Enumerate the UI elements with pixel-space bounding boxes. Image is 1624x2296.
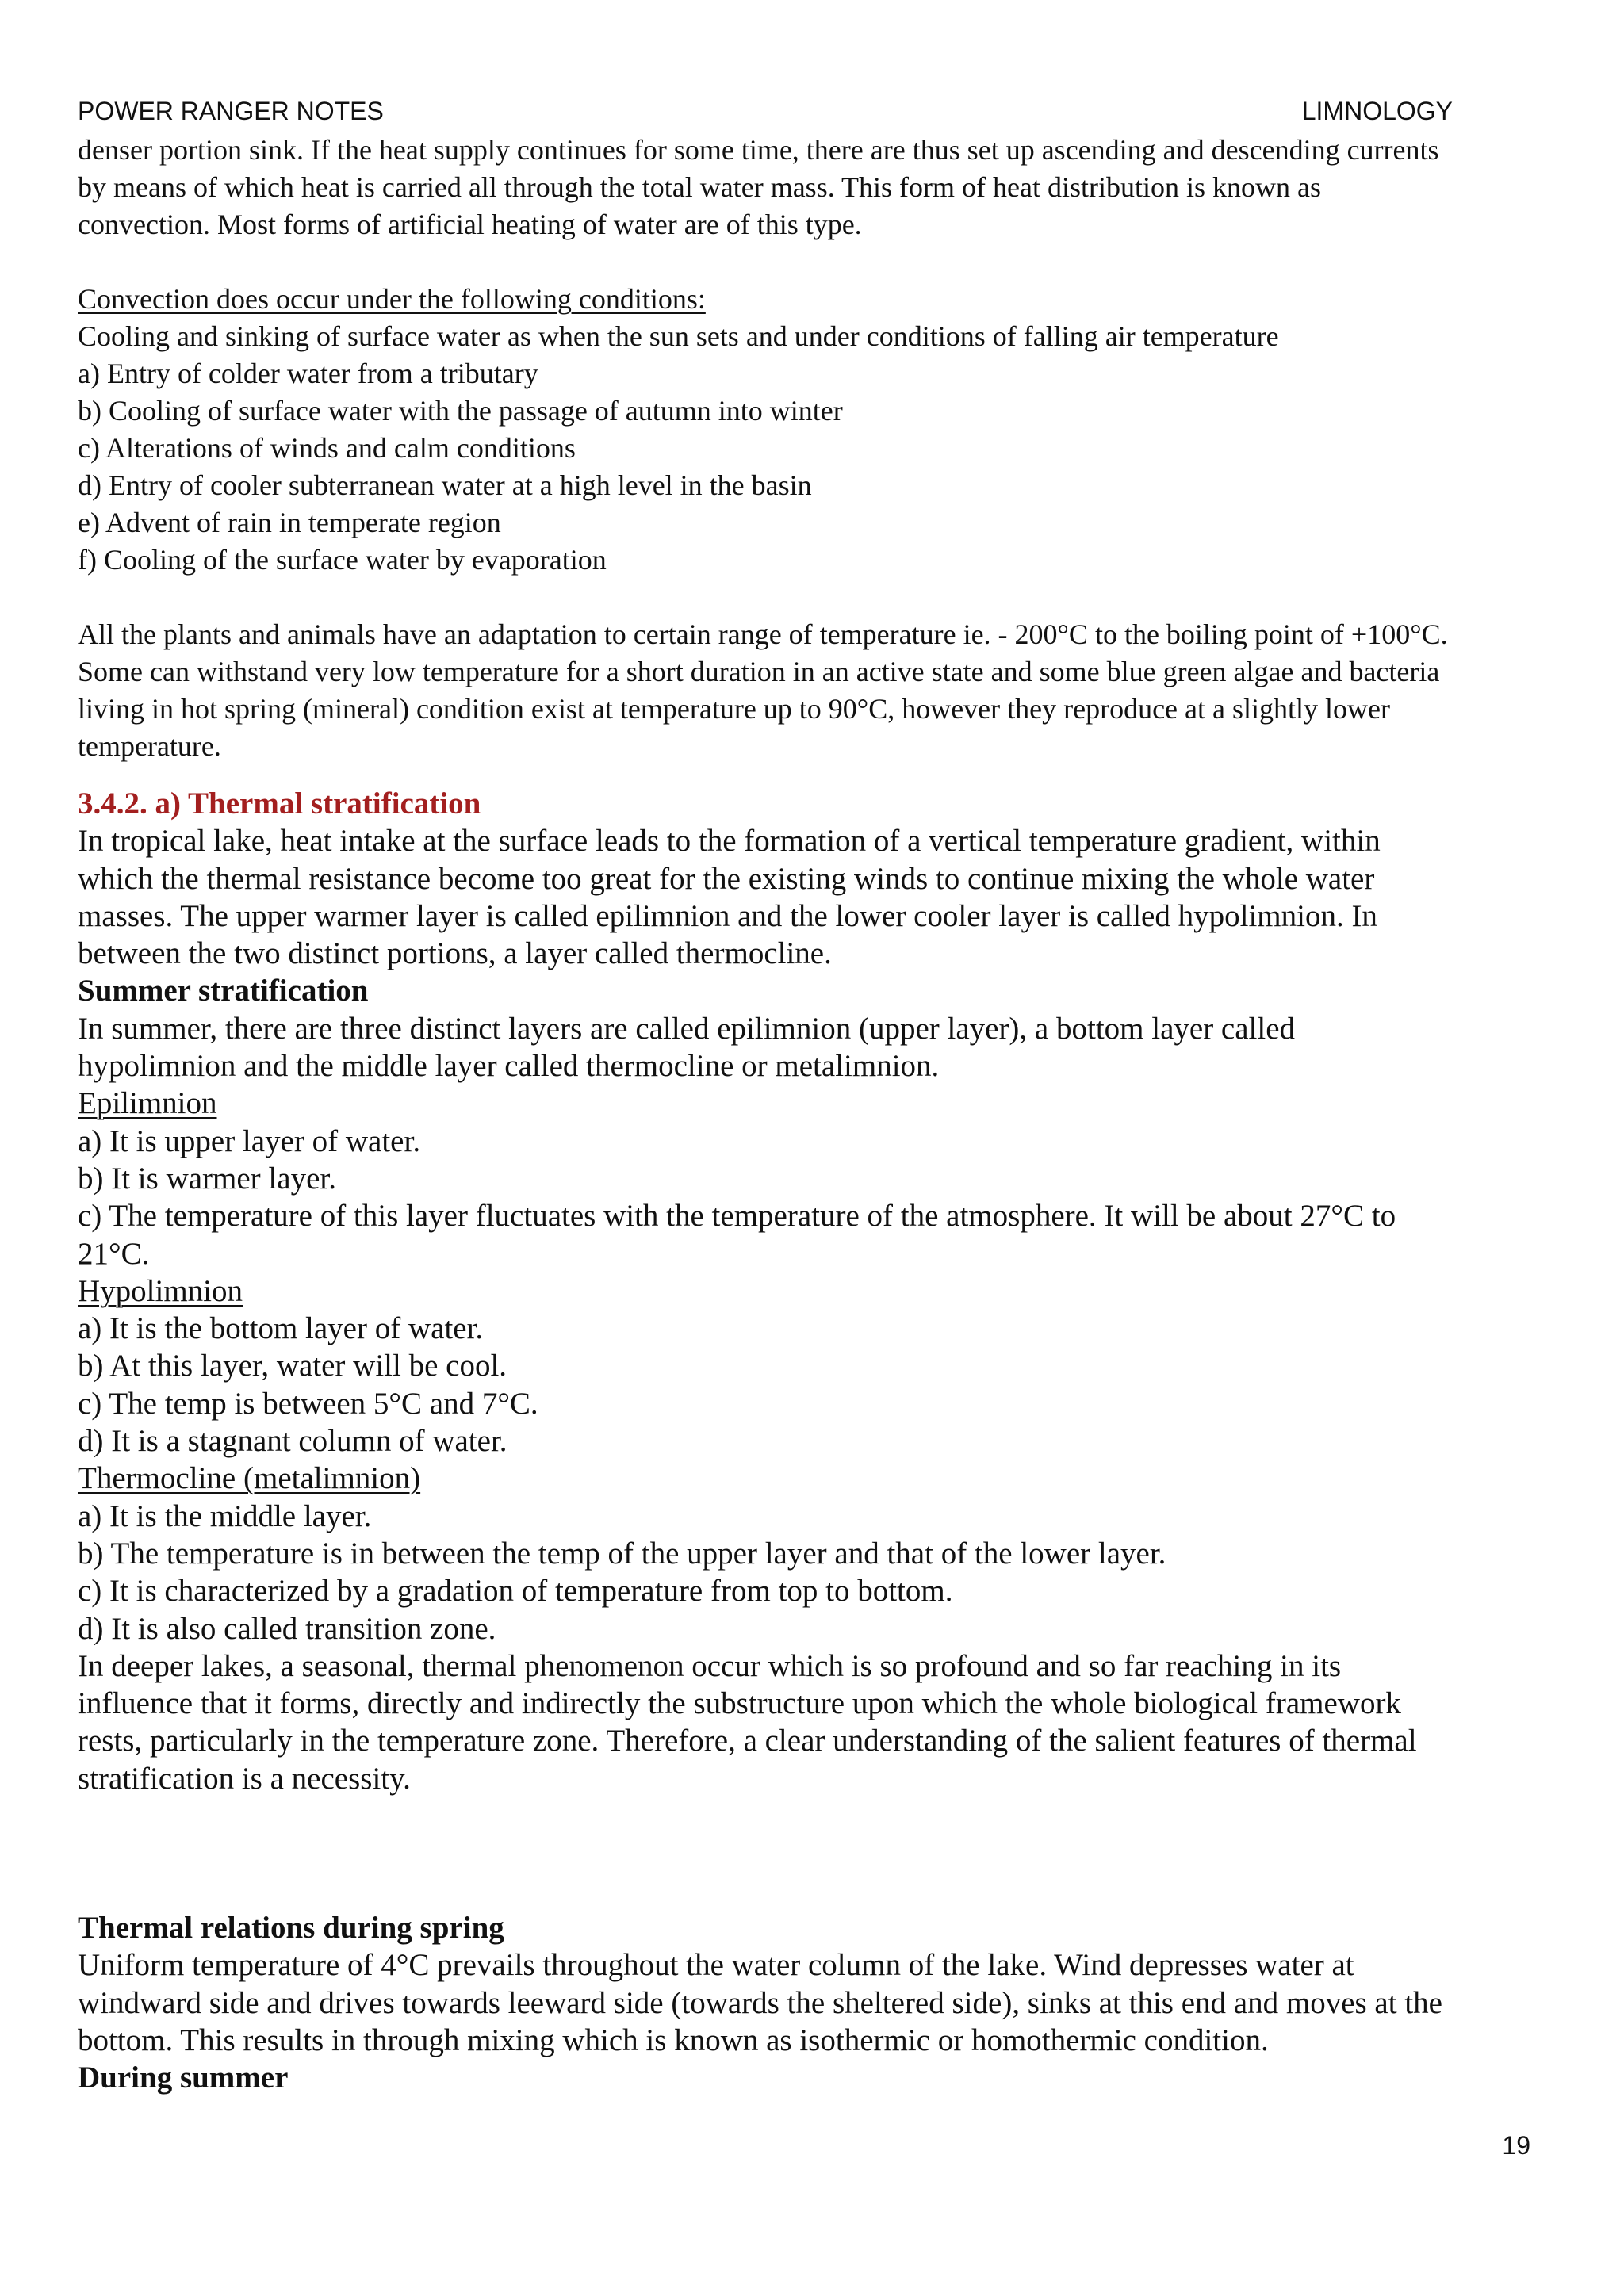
convection-line: f) Cooling of the surface water by evaporation: [78, 544, 607, 576]
adaptation-line: Some can withstand very low temperature for a short duration in an active state and some blue green algae and bacteria: [78, 656, 1440, 687]
list-item: b) The temperature is in between the temp of the upper layer and that of the lower layer.: [78, 1536, 1166, 1571]
during-summer-heading: During summer: [78, 2061, 289, 2095]
paragraph-line: In summer, there are three distinct layers are called epilimnion (upper layer), a bottom layer called: [78, 1011, 1296, 1046]
paragraph-line: Uniform temperature of 4°C prevails throughout the water column of the lake. Wind depresses water at: [78, 1948, 1354, 1983]
convection-line: d) Entry of cooler subterranean water at a high level in the basin: [78, 469, 812, 501]
list-item: c) It is characterized by a gradation of temperature from top to bottom.: [78, 1574, 953, 1609]
list-item: b) At this layer, water will be cool.: [78, 1349, 508, 1383]
list-item: a) It is the middle layer.: [78, 1498, 372, 1533]
list-item: a) It is the bottom layer of water.: [78, 1311, 484, 1346]
paragraph-line: rests, particularly in the temperature zone. Therefore, a clear understanding of the salient features of thermal: [78, 1724, 1417, 1758]
paragraph-line: windward side and drives towards leeward side (towards the sheltered side), sinks at this end and moves at the: [78, 1985, 1442, 2020]
convection-line: Cooling and sinking of surface water as when the sun sets and under conditions of falling air temperature: [78, 320, 1279, 352]
epilimnion-heading: Epilimnion: [78, 1086, 217, 1121]
adaptation-line: living in hot spring (mineral) condition exist at temperature up to 90°C, however they reproduce at a slightly lower: [78, 693, 1390, 725]
body-section-a: [78, 132, 1529, 765]
list-item: 21°C.: [78, 1236, 150, 1271]
convection-line: c) Alterations of winds and calm conditions: [78, 432, 576, 464]
intro-line: denser portion sink. If the heat supply continues for some time, there are thus set up ascending and descending currents: [78, 134, 1439, 166]
running-header: [78, 95, 1453, 127]
paragraph-line: stratification is a necessity.: [78, 1761, 411, 1796]
paragraph-line: In deeper lakes, a seasonal, thermal phenomenon occur which is so profound and so far reaching in its: [78, 1648, 1342, 1683]
paragraph-line: In tropical lake, heat intake at the surface leads to the formation of a vertical temperature gradient, within: [78, 824, 1381, 859]
list-item: d) It is a stagnant column of water.: [78, 1424, 508, 1459]
list-item: d) It is also called transition zone.: [78, 1611, 496, 1646]
convection-heading: Convection does occur under the following conditions:: [78, 283, 706, 315]
paragraph-line: which the thermal resistance become too great for the existing winds to continue mixing the whole water: [78, 861, 1375, 896]
paragraph-line: between the two distinct portions, a layer called thermocline.: [78, 936, 832, 971]
list-item: b) It is warmer layer.: [78, 1161, 336, 1196]
hypolimnion-heading: Hypolimnion: [78, 1273, 243, 1308]
intro-line: by means of which heat is carried all through the total water mass. This form of heat distribution is known as: [78, 171, 1321, 203]
adaptation-line: All the plants and animals have an adaptation to certain range of temperature ie. - 200°C to the boiling point of +100°C.: [78, 618, 1448, 650]
convection-line: b) Cooling of surface water with the passage of autumn into winter: [78, 395, 843, 427]
header-right-title: LIMNOLOGY: [1301, 97, 1453, 125]
list-item: c) The temperature of this layer fluctuates with the temperature of the atmosphere. It will be about 27°C to: [78, 1199, 1396, 1234]
list-item: c) The temp is between 5°C and 7°C.: [78, 1386, 538, 1421]
body-section-b: [78, 785, 1529, 2097]
section-heading-thermal-stratification: 3.4.2. a) Thermal stratification: [78, 786, 481, 821]
thermocline-heading: Thermocline (metalimnion): [78, 1461, 421, 1496]
list-item: a) It is upper layer of water.: [78, 1123, 421, 1158]
header-left-title: POWER RANGER NOTES: [78, 97, 384, 125]
paragraph-line: bottom. This results in through mixing which is known as isothermic or homothermic condition.: [78, 2022, 1269, 2057]
summer-stratification-heading: Summer stratification: [78, 974, 369, 1008]
page-number: 19: [1502, 2131, 1530, 2160]
paragraph-line: masses. The upper warmer layer is called epilimnion and the lower cooler layer is called hypolimnion. In: [78, 898, 1377, 933]
convection-line: a) Entry of colder water from a tributary: [78, 358, 538, 389]
intro-line: convection. Most forms of artificial heating of water are of this type.: [78, 209, 862, 240]
spring-heading: Thermal relations during spring: [78, 1911, 504, 1946]
convection-line: e) Advent of rain in temperate region: [78, 507, 501, 538]
paragraph-line: hypolimnion and the middle layer called thermocline or metalimnion.: [78, 1049, 940, 1084]
paragraph-line: influence that it forms, directly and indirectly the substructure upon which the whole biological framework: [78, 1686, 1401, 1721]
adaptation-line: temperature.: [78, 730, 221, 762]
